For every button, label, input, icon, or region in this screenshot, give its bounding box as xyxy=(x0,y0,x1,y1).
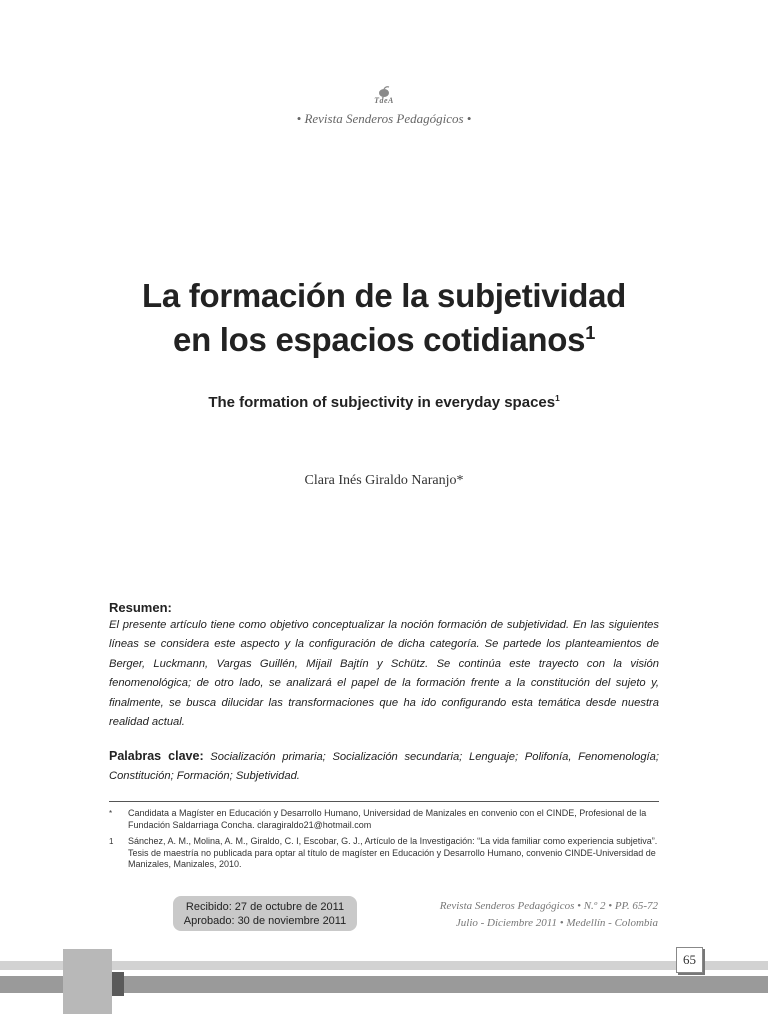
article-title xyxy=(60,274,708,362)
footnote-source xyxy=(109,836,659,871)
title-line-1: La formación de la subjetividad xyxy=(142,277,626,314)
subtitle-footnote-mark: 1 xyxy=(555,394,560,403)
issue-line-1: Revista Senderos Pedagógicos • N.º 2 • PP. 65-72 xyxy=(439,900,658,912)
abstract-label: Resumen: xyxy=(109,600,172,615)
journal-logo xyxy=(367,86,401,114)
issue-line-2: Julio - Diciembre 2011 • Medellín - Colombia xyxy=(455,917,658,929)
page-number: 65 xyxy=(676,947,703,973)
footer-side-notch xyxy=(112,972,124,996)
title-line-2: en los espacios cotidianos xyxy=(173,321,586,358)
keywords-text: Socialización primaria; Socialización secundaria; Lenguaje; Polifonía, Fenomenología; Constitución; Formación; Subjetividad. xyxy=(109,751,659,783)
footnote-text: Candidata a Magíster en Educación y Desarrollo Humano, Universidad de Manizales en convenio con el CINDE, Profesional de la Fundación Saldarriaga Concha. claragiraldo21@hotmail.com xyxy=(128,808,647,830)
footer-side-block xyxy=(63,949,112,1014)
keywords-label: Palabras clave: xyxy=(109,749,204,763)
keywords xyxy=(109,747,659,787)
footnote-divider xyxy=(109,801,659,802)
footnote-mark: 1 xyxy=(109,837,114,846)
title-footnote-mark: 1 xyxy=(585,323,595,343)
journal-header: • Revista Senderos Pedagógicos • xyxy=(296,111,472,126)
issue-info xyxy=(400,898,658,932)
footnote-mark: * xyxy=(109,809,113,818)
article-subtitle xyxy=(60,394,708,411)
footnote-author xyxy=(109,808,659,831)
subtitle-text: The formation of subjectivity in everyday spaces xyxy=(208,394,556,411)
footer-bar-light xyxy=(0,961,768,970)
abstract-text: El presente artículo tiene como objetivo conceptualizar la noción formación de subjetividad. En las siguientes líneas se considera este aspecto y la configuración de dicha categoría. Se partede los planteamientos de Berger, Luckmann, Vargas Guillén, Mijail Bajtín y Schütz. Se continúa este trayecto con la visión fenomenológica; de otro lado, se analizará el papel de la formación frente a la constitución del sujeto y, finalmente, se busca dilucidar las transformaciones que ha ido configurando esta temática desde nuestra realidad actual. xyxy=(109,619,659,729)
author-name: Clara Inés Giraldo Naranjo* xyxy=(304,473,464,488)
approved-date: Aprobado: 30 de noviembre 2011 xyxy=(183,915,347,927)
logo-text: TdeA xyxy=(374,96,394,105)
received-date: Recibido: 27 de octubre de 2011 xyxy=(185,901,345,913)
footnote-text: Sánchez, A. M., Molina, A. M., Giraldo, C. I, Escobar, G. J., Artículo de la Investigación: “La vida familiar como experiencia subjetiva”. Tesis de maestría no publicada para optar al título de magíster en Educación y Desarrollo Humano, convenio CINDE-Universidad de Manizales, Manizales, 2010. xyxy=(128,836,658,869)
received-dates-box xyxy=(173,896,357,931)
